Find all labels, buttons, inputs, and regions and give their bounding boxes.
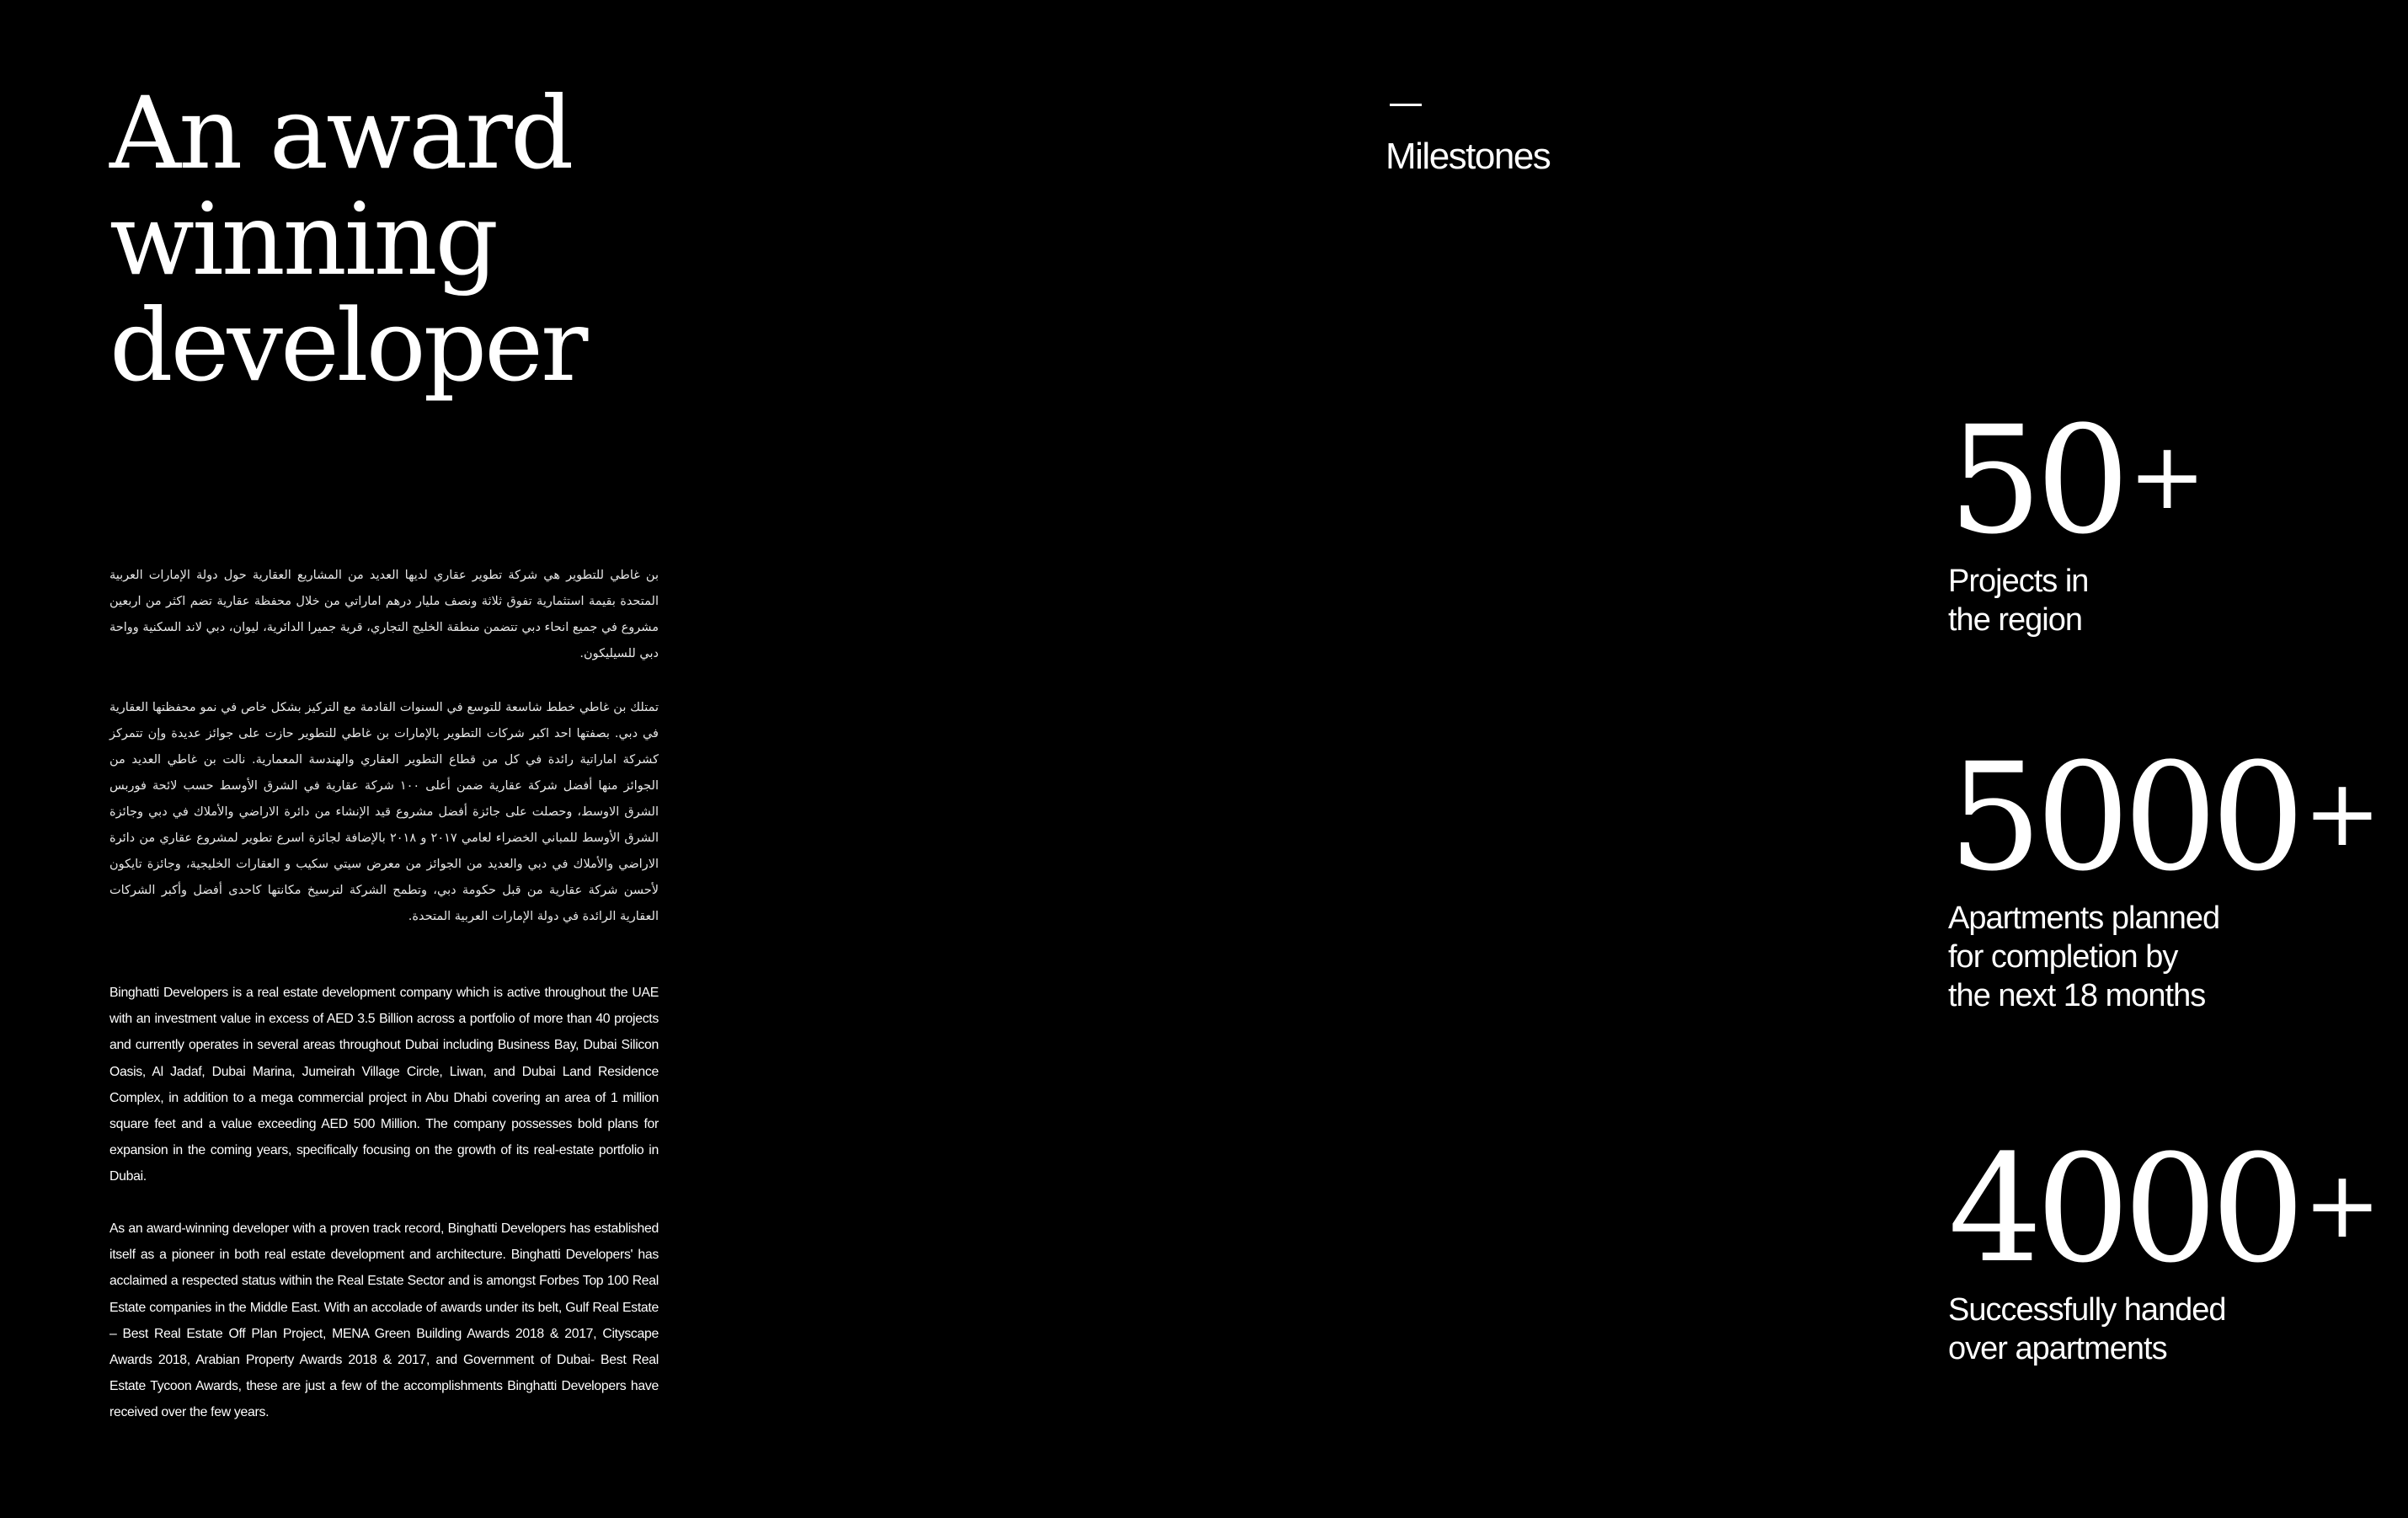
- stat-description: [1948, 899, 2381, 1015]
- stat-description: [1948, 1291, 2381, 1368]
- stat-value: 50: [1948, 394, 2123, 567]
- stat-description-line: Successfully handed: [1948, 1292, 2226, 1328]
- stat-description-line: Apartments planned: [1948, 901, 2220, 936]
- stat-apartments-planned: [1948, 731, 2382, 1015]
- stat-description-line: the next 18 months: [1948, 978, 2206, 1013]
- english-paragraph-1: Binghatti Developers is a real estate development company which is active throughout the UAE with an investment value in excess of AED 3.5 Billion across a portfolio of more than 40 projects and currently operates in several areas throughout Dubai including Business Bay, Dubai Silicon Oasis, Al Jadaf, Dubai Marina, Jumeirah Village Circle, Liwan, and Dubai Land Residence Complex, in addition to a mega commercial project in Abu Dhabi covering an area of 1 million square feet and a value exceeding AED 500 Million. The company possesses bold plans for expansion in the coming years, specifically focusing on the growth of its real-estate portfolio in Dubai.: [109, 986, 659, 1184]
- stat-number: [1948, 731, 2382, 904]
- stat-description-line: Projects in: [1948, 564, 2089, 599]
- stat-suffix: +: [2303, 759, 2382, 867]
- stat-number: [1948, 394, 2207, 567]
- milestones-dash: [1390, 104, 1422, 106]
- headline-line-3: developer: [109, 287, 586, 404]
- stat-description-line: for completion by: [1948, 939, 2178, 975]
- stat-description-line: the region: [1948, 602, 2083, 638]
- stat-description: [1948, 562, 2206, 639]
- english-paragraph-2: As an award-winning developer with a proven track record, Binghatti Developers has established itself as a pioneer in both real estate development and architecture. Binghatti Developers' has acclaimed a respected status within the Real Estate Sector and is amongst Forbes Top 100 Real Estate companies in the Middle East. With an accolade of awards under its belt, Gulf Real Estate – Best Real Estate Off Plan Project, MENA Green Building Awards 2018 & 2017, Cityscape Awards 2018, Arabian Property Awards 2018 & 2017, and Government of Dubai- Best Real Estate Tycoon Awards, these are just a few of the accomplishments Binghatti Developers have received over the few years.: [109, 1221, 659, 1420]
- stat-value: 5000: [1948, 731, 2299, 904]
- arabic-paragraph-2: تمتلك بن غاطي خطط شاسعة للتوسع في السنوات القادمة مع التركيز بشكل خاص في نمو محفظتها العقارية في دبي. بصفتها احد اكبر شركات التطوير بالإمارات بن غاطي للتطوير حازت على جوائز عديدة وإن تتمركز كشركة اماراتية رائدة في كل من قطاع التطوير العقاري والهندسة المعمارية. نالت بن غاطي العديد من الجوائز منها أفضل شركة عقارية ضمن أعلى ١٠٠ شركة عقارية في الشرق الأوسط حسب لائحة فوربس الشرق الاوسط، وحصلت على جائزة أفضل مشروع قيد الإنشاء من دائرة الاراضي والأملاك في دبي وجائزة الشرق الأوسط للمباني الخضراء لعامي ٢٠١٧ و ٢٠١٨ بالإضافة لجائزة اسرع تطوير لمشروع عقاري من دائرة الاراضي والأملاك في دبي والعديد من الجوائز من معرض سيتي سكيب و العقارات الخليجية، وجائزة تايكون لأحسن شركة عقارية من قبل حكومة دبي، وتطمح الشركة لترسيخ مكانتها كاحدى أفضل وأكبر الشركات العقارية الرائدة في دولة الإمارات العربية المتحدة.: [109, 701, 659, 923]
- arabic-paragraph-1: بن غاطي للتطوير هي شركة تطوير عقاري لديها العديد من المشاريع العقارية حول دولة الإمارات العربية المتحدة بقيمة استثمارية تفوق ثلاثة ونصف مليار درهم اماراتي من خلال محفظة عقارية تضم اكثر من اربعين مشروع في جميع انحاء دبي تتضمن منطقة الخليج التجاري، قرية جميرا الدائرية، ليوان، دبي لاند السكنية وواحة دبي للسيليكون.: [109, 569, 659, 660]
- stat-value: 4000: [1948, 1123, 2299, 1296]
- headline-line-2: winning: [109, 181, 497, 297]
- stat-suffix: +: [2303, 1151, 2382, 1259]
- page-headline: [109, 75, 699, 404]
- headline-line-1: An award: [109, 75, 572, 191]
- milestones-heading: Milestones: [1386, 136, 1551, 177]
- stat-description-line: over apartments: [1948, 1331, 2167, 1366]
- stat-suffix: +: [2128, 422, 2207, 530]
- stat-projects: [1948, 394, 2207, 639]
- stat-apartments-handed: [1948, 1123, 2382, 1368]
- stat-number: [1948, 1123, 2382, 1296]
